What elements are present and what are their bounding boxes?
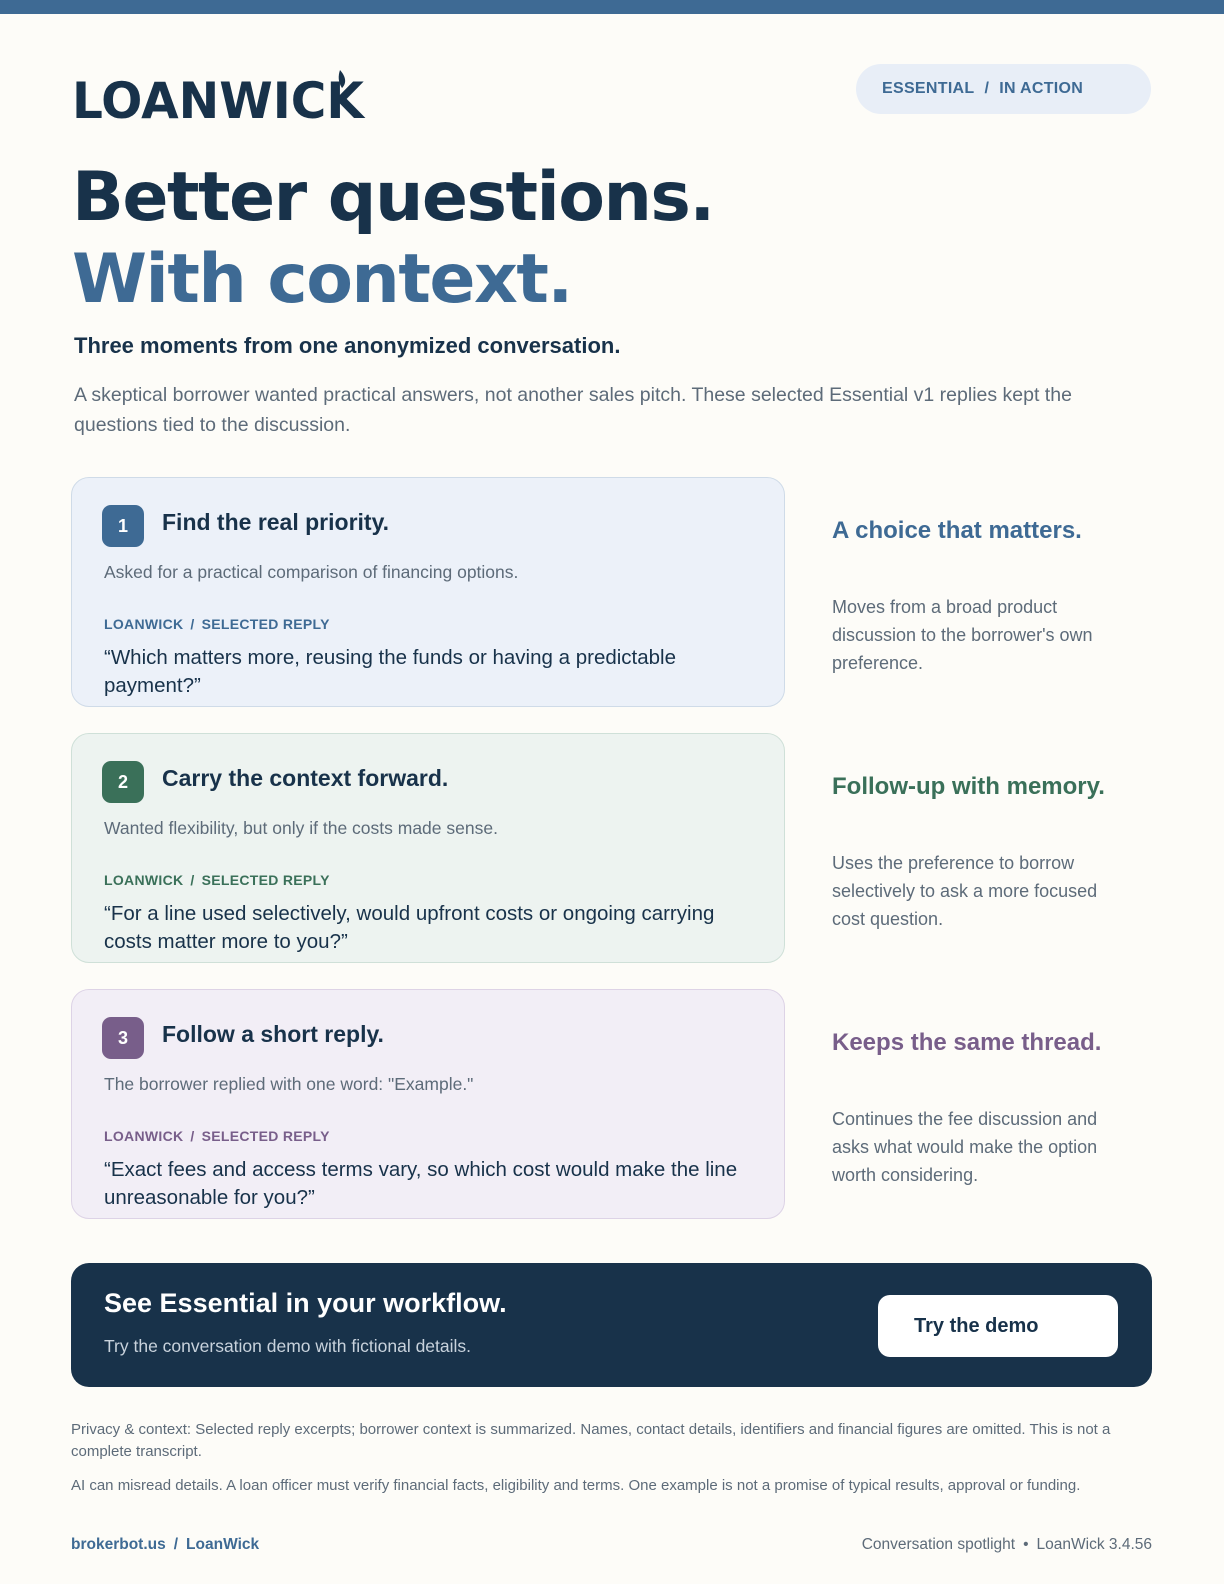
try-demo-button[interactable]: Try the demo (878, 1295, 1118, 1357)
loanwick-logo (72, 66, 372, 126)
pill-label-essential: ESSENTIAL (882, 80, 975, 97)
footer-dot: • (1023, 1536, 1029, 1553)
moment-side-note-3 (832, 1029, 1162, 1185)
moment-context: The borrower replied with one word: "Example." (104, 1074, 474, 1094)
moment-card-2 (71, 733, 785, 963)
meta-separator: / (190, 1128, 195, 1144)
meta-label: SELECTED REPLY (201, 1128, 330, 1144)
side-note-text: Continues the fee discussion and asks what would make the option worth considering. (832, 1109, 1098, 1185)
footer-links (71, 1536, 259, 1554)
moment-quote: “Which matters more, reusing the funds or having a predictable payment?” (104, 646, 676, 697)
side-note-text: Moves from a broad product discussion to the borrower's own preference. (832, 597, 1093, 673)
moment-card-1 (71, 477, 785, 707)
side-note-text: Uses the preference to borrow selectively to ask a more focused cost question. (832, 853, 1098, 929)
side-note-title: A choice that matters. (832, 517, 1082, 544)
moment-quote: “Exact fees and access terms vary, so which cost would make the line unreasonable for you?” (104, 1158, 738, 1209)
moment-meta (104, 872, 330, 888)
footer-label: Conversation spotlight (861, 1536, 1016, 1553)
cta-title: See Essential in your workflow. (104, 1288, 507, 1318)
meta-source: LOANWICK (104, 616, 184, 632)
pill-separator: / (984, 80, 990, 97)
top-accent-bar (0, 0, 1224, 14)
meta-separator: / (190, 872, 195, 888)
pill-label-in-action: IN ACTION (999, 80, 1084, 97)
moment-number-badge: 2 (102, 761, 144, 803)
moment-meta (104, 1128, 330, 1144)
cta-banner (71, 1263, 1152, 1387)
side-note-title: Follow-up with memory. (832, 773, 1105, 800)
headline-line-1: Better questions. (72, 158, 714, 237)
section-pill (856, 64, 1151, 114)
footer-meta (862, 1536, 1152, 1554)
meta-label: SELECTED REPLY (201, 872, 330, 888)
ai-disclaimer: AI can misread details. A loan officer must verify financial facts, eligibility and terms. One example is not a promise of typical results, approval or funding. (71, 1477, 1081, 1494)
moment-card-3 (71, 989, 785, 1219)
intro-paragraph: A skeptical borrower wanted practical answers, not another sales pitch. These selected Essential v1 replies kept the questions tied to the discussion. (74, 384, 1072, 436)
moment-meta (104, 616, 330, 632)
meta-label: SELECTED REPLY (201, 616, 330, 632)
footer-site-link[interactable]: brokerbot.us (71, 1536, 166, 1553)
moment-side-note-2 (832, 773, 1162, 929)
footer-version: LoanWick 3.4.56 (1036, 1536, 1152, 1553)
subtitle: Three moments from one anonymized conversation. (74, 333, 621, 358)
meta-separator: / (190, 616, 195, 632)
footer-separator: / (173, 1536, 179, 1553)
moment-side-note-1 (832, 517, 1162, 673)
headline-line-2: With context. (72, 240, 572, 319)
moment-context: Asked for a practical comparison of financing options. (104, 562, 519, 582)
footer-brand-link[interactable]: LoanWick (186, 1536, 260, 1553)
svg-text:LOANWICK: LOANWICK (72, 72, 367, 126)
moment-title: Follow a short reply. (162, 1021, 384, 1047)
meta-source: LOANWICK (104, 1128, 184, 1144)
moment-quote: “For a line used selectively, would upfront costs or ongoing carrying costs matter more to you?” (104, 902, 715, 953)
moment-title: Find the real priority. (162, 509, 390, 535)
moment-title: Carry the context forward. (162, 765, 449, 791)
moment-number-badge: 1 (102, 505, 144, 547)
side-note-title: Keeps the same thread. (832, 1029, 1102, 1056)
cta-text: Try the conversation demo with fictional details. (104, 1336, 472, 1356)
moment-context: Wanted flexibility, but only if the costs made sense. (104, 818, 498, 838)
meta-source: LOANWICK (104, 872, 184, 888)
moment-number-badge: 3 (102, 1017, 144, 1059)
privacy-note: Privacy & context: Selected reply excerpts; borrower context is summarized. Names, contact details, identifiers and financial figures are omitted. This is not a complete transcript. (71, 1421, 1111, 1460)
